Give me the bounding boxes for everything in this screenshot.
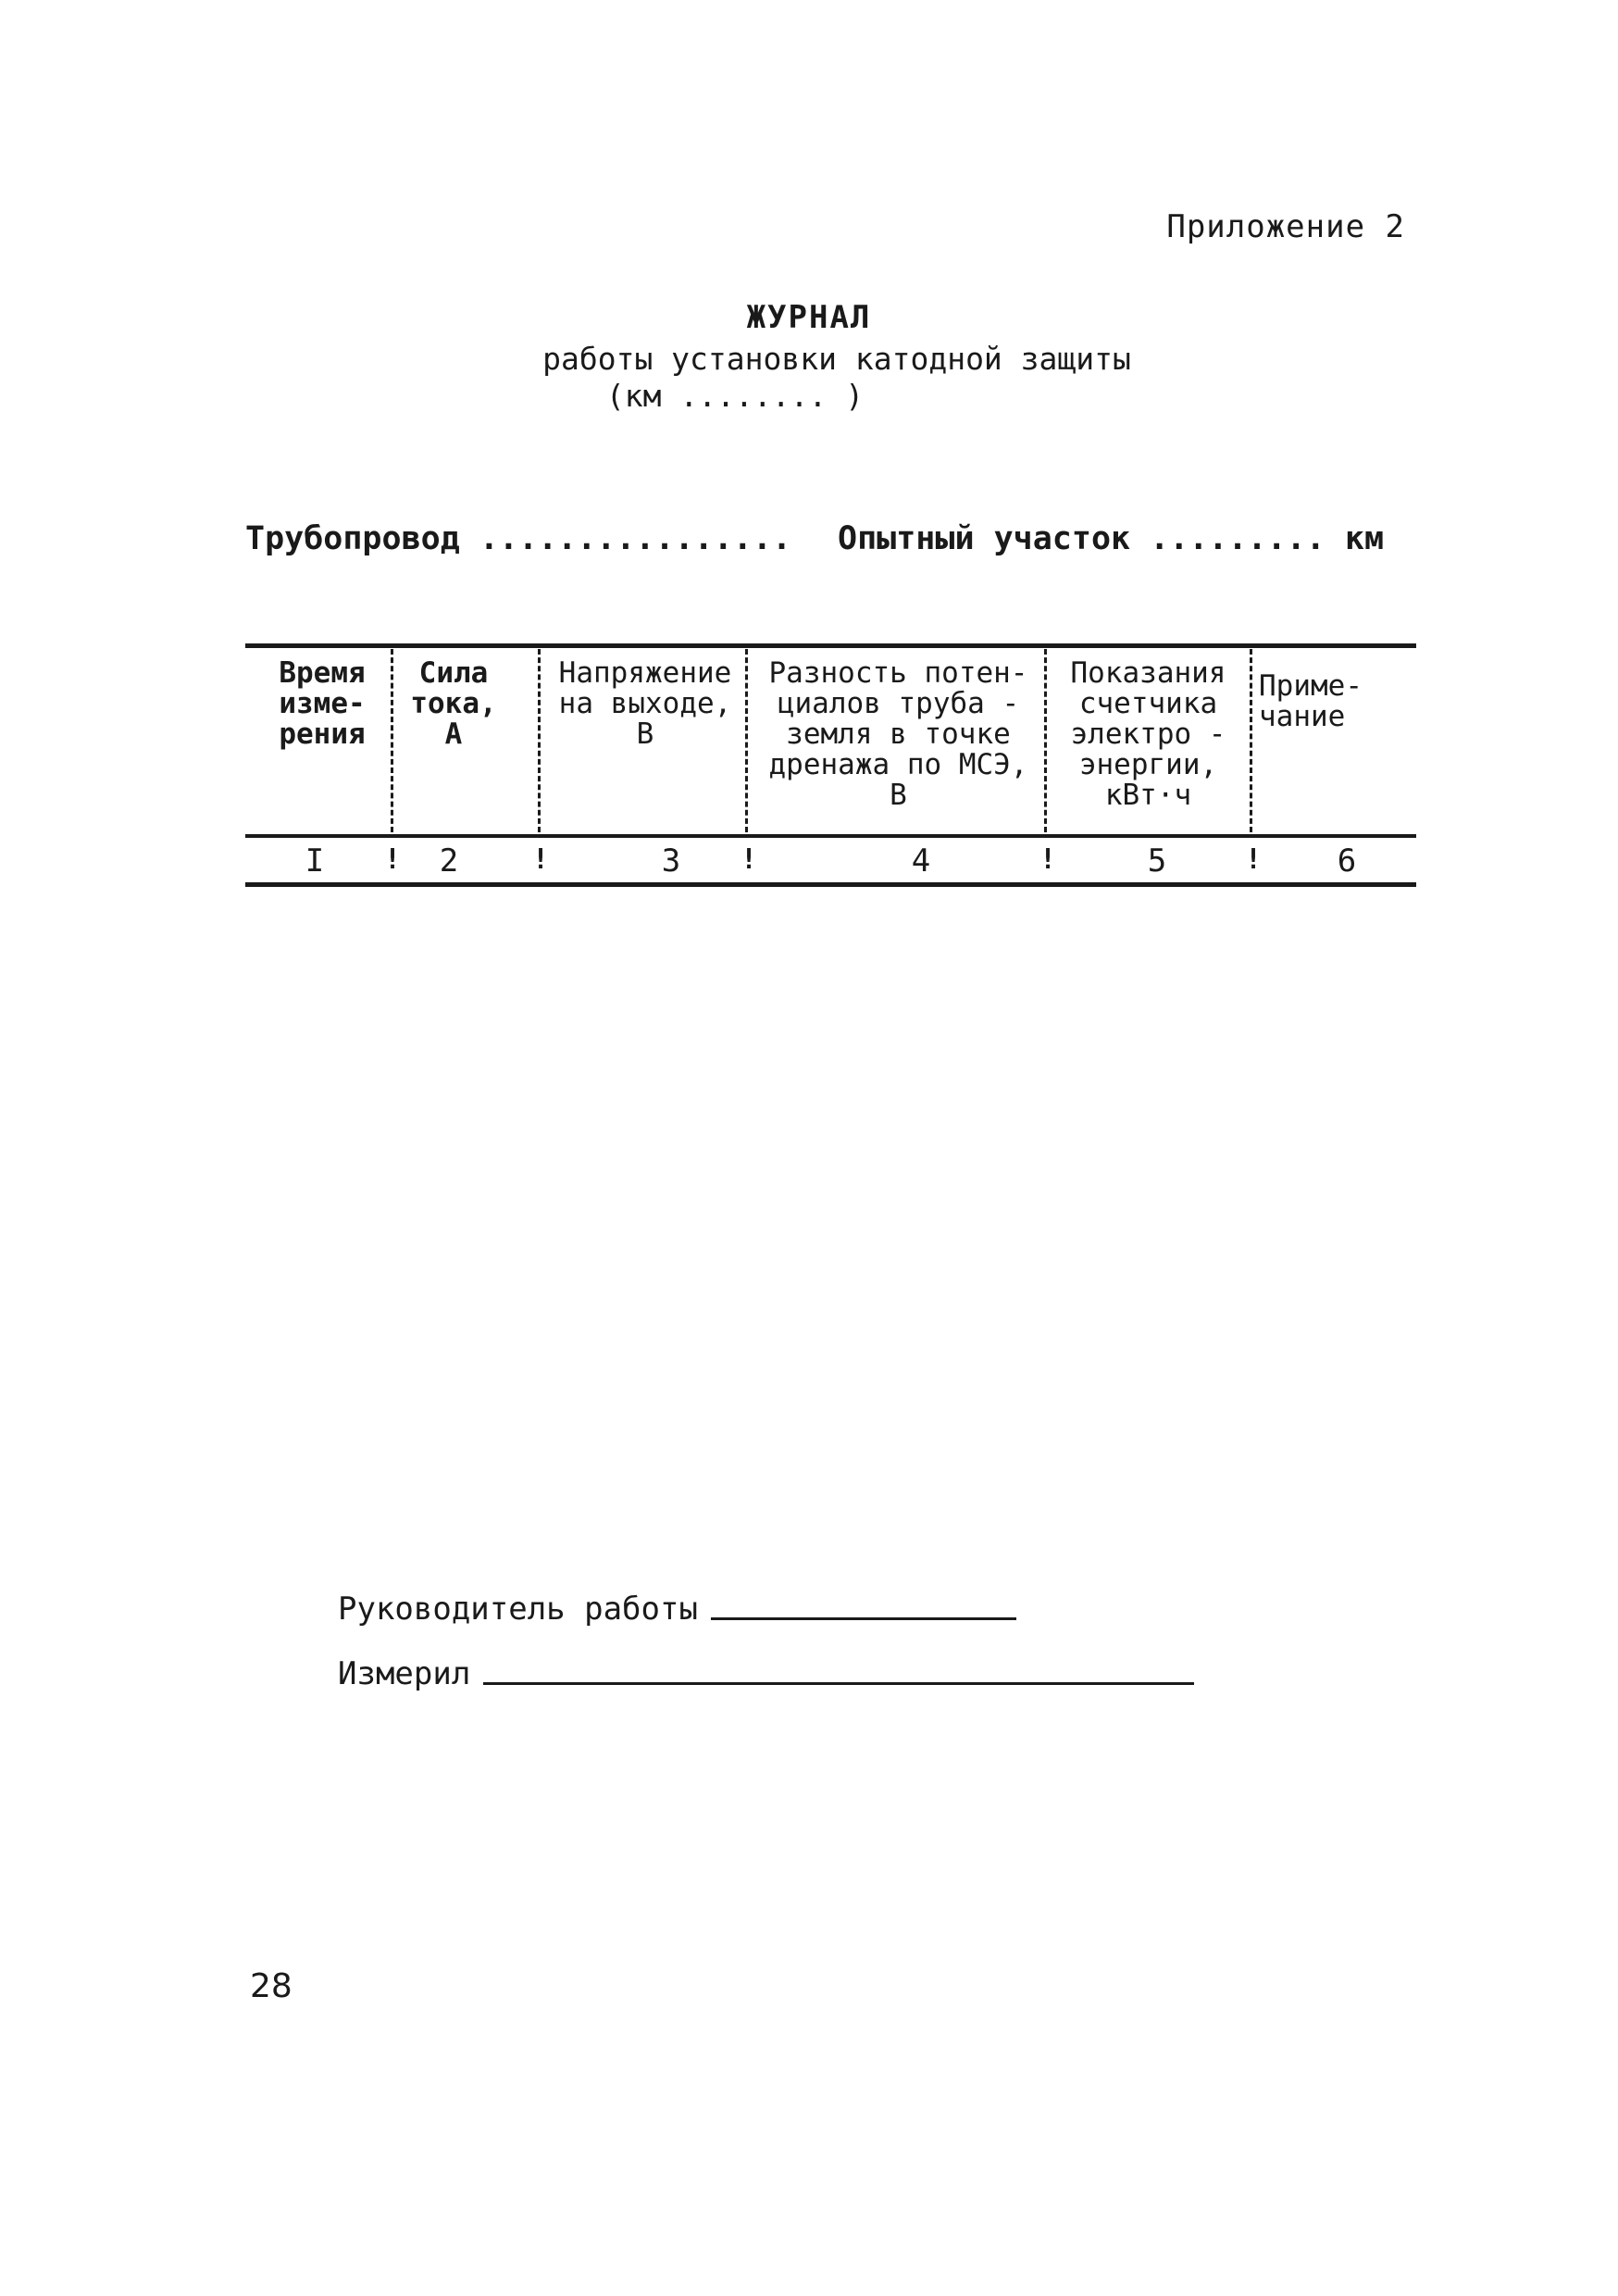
column-number: 2 (439, 842, 459, 880)
header-note: Приме- чание (1259, 669, 1363, 733)
pipeline-field: Трубопровод ................ (245, 520, 792, 557)
document-title: ЖУРНАЛ (746, 299, 872, 336)
km-field: (км ........ ) (605, 378, 865, 414)
page-number: 28 (250, 1967, 292, 2005)
number-separator: ! (1245, 843, 1263, 876)
column-number: 6 (1337, 842, 1357, 880)
column-number: 3 (661, 842, 681, 880)
column-separator (391, 649, 393, 832)
column-separator (745, 649, 748, 832)
supervisor-signature-line[interactable] (711, 1617, 1016, 1620)
pipeline-row (245, 520, 1384, 557)
column-number: 4 (911, 842, 931, 880)
column-separator (1044, 649, 1047, 832)
column-separator (538, 649, 541, 832)
column-number: I (305, 842, 325, 880)
appendix-label: Приложение 2 (1166, 208, 1405, 245)
supervisor-signature-row (338, 1591, 1016, 1628)
measured-label: Измерил (338, 1655, 471, 1692)
table-top-rule (245, 643, 1416, 648)
number-separator: ! (741, 843, 758, 876)
measured-signature-row (338, 1655, 1194, 1692)
header-time: Время изме- рения (279, 656, 366, 751)
header-voltage: Напряжение на выходе, В (558, 656, 732, 751)
header-meter: Показания счетчика электро - энергии, кВт·ч (1070, 656, 1226, 812)
number-separator: ! (532, 843, 550, 876)
table-bottom-rule (245, 882, 1416, 887)
title-block (0, 296, 1618, 413)
number-separator: ! (384, 843, 402, 876)
column-separator (1250, 649, 1252, 832)
supervisor-label: Руководитель работы (338, 1591, 698, 1628)
column-number: 5 (1147, 842, 1167, 880)
measured-signature-line[interactable] (483, 1682, 1194, 1685)
section-field: Опытный участок ......... км (838, 520, 1385, 557)
document-subtitle: работы установки катодной защиты (542, 341, 1131, 377)
number-separator: ! (1039, 843, 1057, 876)
header-potential: Разность потен- циалов труба - земля в точке дренажа по МСЭ, В (768, 656, 1028, 812)
header-current: Сила тока, А (410, 656, 497, 751)
table-header-rule (245, 834, 1416, 838)
